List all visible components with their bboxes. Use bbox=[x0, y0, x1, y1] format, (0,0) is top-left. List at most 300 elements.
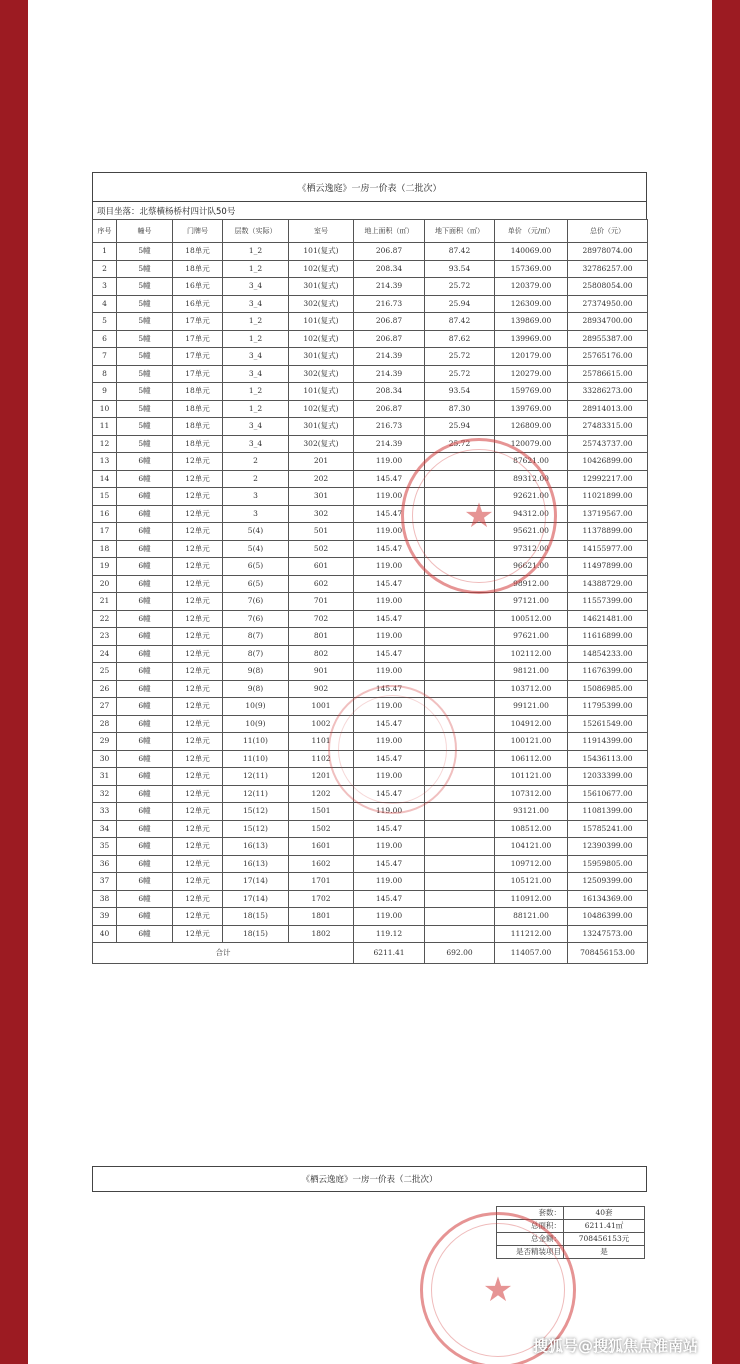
table-row bbox=[93, 873, 648, 891]
table-cell: 23 bbox=[93, 628, 117, 646]
table-cell: 3 bbox=[93, 278, 117, 296]
table-cell: 17 bbox=[93, 523, 117, 541]
summary-key: 总面积： bbox=[497, 1220, 564, 1233]
table-cell: 119.00 bbox=[354, 488, 425, 506]
table-cell: 120379.00 bbox=[495, 278, 568, 296]
table-cell: 119.00 bbox=[354, 663, 425, 681]
table-cell: 126809.00 bbox=[495, 418, 568, 436]
table-cell: 15261549.00 bbox=[568, 715, 648, 733]
table-cell: 13247573.00 bbox=[568, 925, 648, 943]
table-cell: 25 bbox=[93, 663, 117, 681]
table-cell: 18 bbox=[93, 540, 117, 558]
table-cell: 36 bbox=[93, 855, 117, 873]
table-row bbox=[93, 330, 648, 348]
table-cell: 95621.00 bbox=[495, 523, 568, 541]
table-cell: 12单元 bbox=[173, 540, 223, 558]
table-cell: 6幢 bbox=[117, 593, 173, 611]
table-cell: 33 bbox=[93, 803, 117, 821]
table-cell: 6幢 bbox=[117, 610, 173, 628]
table-cell: 119.00 bbox=[354, 838, 425, 856]
table-cell: 1701 bbox=[289, 873, 354, 891]
table-row bbox=[93, 260, 648, 278]
price-list-sheet bbox=[92, 172, 647, 964]
table-cell: 214.39 bbox=[354, 278, 425, 296]
table-row bbox=[93, 348, 648, 366]
table-cell: 214.39 bbox=[354, 435, 425, 453]
table-cell: 159769.00 bbox=[495, 383, 568, 401]
table-cell: 25.72 bbox=[425, 435, 495, 453]
table-cell: 1201 bbox=[289, 768, 354, 786]
table-cell: 99121.00 bbox=[495, 698, 568, 716]
table-cell: 12单元 bbox=[173, 855, 223, 873]
table-cell: 87.42 bbox=[425, 243, 495, 261]
table-cell: 101(复式) bbox=[289, 243, 354, 261]
table-cell: 10 bbox=[93, 400, 117, 418]
table-cell: 103712.00 bbox=[495, 680, 568, 698]
table-cell: 6幢 bbox=[117, 698, 173, 716]
table-cell: 3_4 bbox=[223, 435, 289, 453]
table-cell: 11616899.00 bbox=[568, 628, 648, 646]
table-cell: 12单元 bbox=[173, 890, 223, 908]
table-cell: 15(12) bbox=[223, 820, 289, 838]
table-cell: 6幢 bbox=[117, 488, 173, 506]
table-cell: 93.54 bbox=[425, 260, 495, 278]
table-cell: 119.00 bbox=[354, 593, 425, 611]
table-cell: 208.34 bbox=[354, 383, 425, 401]
table-row bbox=[93, 505, 648, 523]
table-cell: 12单元 bbox=[173, 680, 223, 698]
table-row bbox=[93, 820, 648, 838]
company-seal-middle bbox=[328, 685, 457, 814]
table-cell: 105121.00 bbox=[495, 873, 568, 891]
table-cell: 18单元 bbox=[173, 435, 223, 453]
table-cell: 1801 bbox=[289, 908, 354, 926]
table-cell: 17单元 bbox=[173, 348, 223, 366]
table-cell: 6幢 bbox=[117, 540, 173, 558]
table-cell: 16134369.00 bbox=[568, 890, 648, 908]
table-cell: 206.87 bbox=[354, 330, 425, 348]
source-watermark: 搜狐号@搜狐焦点淮南站 bbox=[532, 1337, 698, 1355]
table-cell: 27374950.00 bbox=[568, 295, 648, 313]
table-row bbox=[93, 908, 648, 926]
table-cell: 17(14) bbox=[223, 890, 289, 908]
table-cell: 1202 bbox=[289, 785, 354, 803]
table-cell: 97121.00 bbox=[495, 593, 568, 611]
table-cell: 17(14) bbox=[223, 873, 289, 891]
table-row bbox=[93, 313, 648, 331]
column-header: 幢号 bbox=[117, 220, 173, 243]
table-cell: 119.00 bbox=[354, 803, 425, 821]
table-cell: 9(8) bbox=[223, 663, 289, 681]
table-cell bbox=[425, 610, 495, 628]
table-cell: 1502 bbox=[289, 820, 354, 838]
table-cell: 802 bbox=[289, 645, 354, 663]
table-cell: 17单元 bbox=[173, 365, 223, 383]
table-cell: 102112.00 bbox=[495, 645, 568, 663]
table-cell: 6幢 bbox=[117, 680, 173, 698]
table-cell: 157369.00 bbox=[495, 260, 568, 278]
table-cell: 2 bbox=[223, 453, 289, 471]
table-cell: 12单元 bbox=[173, 785, 223, 803]
table-cell: 14388729.00 bbox=[568, 575, 648, 593]
table-row bbox=[93, 523, 648, 541]
table-cell: 12单元 bbox=[173, 470, 223, 488]
table-cell bbox=[425, 890, 495, 908]
table-cell bbox=[425, 645, 495, 663]
table-cell bbox=[425, 925, 495, 943]
table-cell: 6幢 bbox=[117, 558, 173, 576]
table-cell: 28 bbox=[93, 715, 117, 733]
table-cell: 97312.00 bbox=[495, 540, 568, 558]
column-header: 层数（实际） bbox=[223, 220, 289, 243]
table-row bbox=[93, 400, 648, 418]
table-cell: 3 bbox=[223, 505, 289, 523]
table-cell: 5幢 bbox=[117, 383, 173, 401]
table-cell: 119.00 bbox=[354, 628, 425, 646]
table-cell: 6幢 bbox=[117, 785, 173, 803]
table-cell: 18(15) bbox=[223, 925, 289, 943]
table-cell: 301 bbox=[289, 488, 354, 506]
table-cell: 6幢 bbox=[117, 628, 173, 646]
column-header: 门牌号 bbox=[173, 220, 223, 243]
table-row bbox=[93, 435, 648, 453]
table-cell: 15610677.00 bbox=[568, 785, 648, 803]
table-cell: 22 bbox=[93, 610, 117, 628]
table-cell: 214.39 bbox=[354, 348, 425, 366]
table-cell: 28978074.00 bbox=[568, 243, 648, 261]
table-cell bbox=[425, 908, 495, 926]
table-cell: 10(9) bbox=[223, 698, 289, 716]
table-cell: 27 bbox=[93, 698, 117, 716]
table-cell: 25.94 bbox=[425, 295, 495, 313]
table-cell: 18(15) bbox=[223, 908, 289, 926]
table-cell: 6幢 bbox=[117, 470, 173, 488]
table-cell: 14854233.00 bbox=[568, 645, 648, 663]
table-row bbox=[93, 540, 648, 558]
table-row bbox=[93, 243, 648, 261]
table-cell: 87.62 bbox=[425, 330, 495, 348]
table-cell: 25808054.00 bbox=[568, 278, 648, 296]
table-cell: 5幢 bbox=[117, 348, 173, 366]
table-cell: 6幢 bbox=[117, 505, 173, 523]
table-cell: 702 bbox=[289, 610, 354, 628]
table-cell: 98912.00 bbox=[495, 575, 568, 593]
table-cell: 93121.00 bbox=[495, 803, 568, 821]
table-row bbox=[93, 890, 648, 908]
table-cell: 97621.00 bbox=[495, 628, 568, 646]
table-cell: 12(11) bbox=[223, 768, 289, 786]
table-cell: 12单元 bbox=[173, 873, 223, 891]
table-cell: 119.00 bbox=[354, 908, 425, 926]
table-row bbox=[93, 453, 648, 471]
table-row bbox=[93, 365, 648, 383]
total-below-area: 692.00 bbox=[425, 943, 495, 964]
table-cell bbox=[425, 663, 495, 681]
table-cell: 12992217.00 bbox=[568, 470, 648, 488]
table-cell: 145.47 bbox=[354, 540, 425, 558]
table-cell: 6幢 bbox=[117, 803, 173, 821]
column-header: 地下面积（㎡） bbox=[425, 220, 495, 243]
total-label: 合计 bbox=[93, 943, 354, 964]
seal-star-icon: ★ bbox=[482, 1270, 514, 1310]
table-cell: 119.00 bbox=[354, 733, 425, 751]
table-cell: 5幢 bbox=[117, 365, 173, 383]
table-cell: 12单元 bbox=[173, 803, 223, 821]
table-cell: 139969.00 bbox=[495, 330, 568, 348]
table-cell: 11497899.00 bbox=[568, 558, 648, 576]
table-cell: 206.87 bbox=[354, 243, 425, 261]
table-cell: 18单元 bbox=[173, 400, 223, 418]
table-cell: 6幢 bbox=[117, 820, 173, 838]
table-cell: 25.72 bbox=[425, 365, 495, 383]
table-cell: 214.39 bbox=[354, 365, 425, 383]
table-cell bbox=[425, 855, 495, 873]
table-cell: 216.73 bbox=[354, 295, 425, 313]
table-cell: 139869.00 bbox=[495, 313, 568, 331]
table-cell: 24 bbox=[93, 645, 117, 663]
table-cell: 12单元 bbox=[173, 610, 223, 628]
table-cell: 5幢 bbox=[117, 243, 173, 261]
table-cell: 1602 bbox=[289, 855, 354, 873]
table-cell: 8(7) bbox=[223, 628, 289, 646]
table-cell: 12033399.00 bbox=[568, 768, 648, 786]
table-cell: 18单元 bbox=[173, 260, 223, 278]
table-cell: 10486399.00 bbox=[568, 908, 648, 926]
table-cell: 11 bbox=[93, 418, 117, 436]
table-cell: 12单元 bbox=[173, 733, 223, 751]
table-cell: 14621481.00 bbox=[568, 610, 648, 628]
table-cell: 145.47 bbox=[354, 680, 425, 698]
table-cell: 302(复式) bbox=[289, 365, 354, 383]
company-seal-top bbox=[401, 438, 557, 594]
table-cell: 15436113.00 bbox=[568, 750, 648, 768]
table-cell: 16(13) bbox=[223, 855, 289, 873]
table-cell: 301(复式) bbox=[289, 278, 354, 296]
table-cell: 107312.00 bbox=[495, 785, 568, 803]
table-cell: 208.34 bbox=[354, 260, 425, 278]
table-cell: 111212.00 bbox=[495, 925, 568, 943]
table-cell: 26 bbox=[93, 680, 117, 698]
table-cell: 145.47 bbox=[354, 820, 425, 838]
table-cell: 35 bbox=[93, 838, 117, 856]
table-cell: 12(11) bbox=[223, 785, 289, 803]
table-cell: 39 bbox=[93, 908, 117, 926]
table-row bbox=[93, 488, 648, 506]
table-cell: 12单元 bbox=[173, 628, 223, 646]
summary-value: 708456153元 bbox=[564, 1233, 645, 1246]
table-cell: 6幢 bbox=[117, 908, 173, 926]
table-cell: 126309.00 bbox=[495, 295, 568, 313]
table-cell: 145.47 bbox=[354, 505, 425, 523]
table-cell: 5幢 bbox=[117, 295, 173, 313]
table-cell: 88121.00 bbox=[495, 908, 568, 926]
table-cell: 11795399.00 bbox=[568, 698, 648, 716]
table-cell: 28934700.00 bbox=[568, 313, 648, 331]
table-cell: 11(10) bbox=[223, 750, 289, 768]
table-cell: 6幢 bbox=[117, 663, 173, 681]
table-cell: 1702 bbox=[289, 890, 354, 908]
table-cell: 302(复式) bbox=[289, 295, 354, 313]
table-cell: 12单元 bbox=[173, 505, 223, 523]
table-cell bbox=[425, 838, 495, 856]
table-cell: 87.42 bbox=[425, 313, 495, 331]
table-cell: 145.47 bbox=[354, 470, 425, 488]
table-cell: 5幢 bbox=[117, 330, 173, 348]
table-cell: 145.47 bbox=[354, 575, 425, 593]
table-cell: 12单元 bbox=[173, 698, 223, 716]
table-cell: 7(6) bbox=[223, 610, 289, 628]
table-cell: 25.72 bbox=[425, 348, 495, 366]
table-cell: 5 bbox=[93, 313, 117, 331]
table-cell: 119.12 bbox=[354, 925, 425, 943]
table-cell: 6(5) bbox=[223, 558, 289, 576]
table-row bbox=[93, 645, 648, 663]
table-cell: 145.47 bbox=[354, 890, 425, 908]
table-cell: 12单元 bbox=[173, 925, 223, 943]
table-cell: 201 bbox=[289, 453, 354, 471]
summary-key: 是否精装项目 bbox=[497, 1246, 564, 1259]
table-cell: 145.47 bbox=[354, 645, 425, 663]
table-cell: 17单元 bbox=[173, 313, 223, 331]
table-cell: 7(6) bbox=[223, 593, 289, 611]
table-cell: 5(4) bbox=[223, 523, 289, 541]
table-cell: 120279.00 bbox=[495, 365, 568, 383]
table-cell: 12单元 bbox=[173, 593, 223, 611]
table-cell: 1101 bbox=[289, 733, 354, 751]
table-cell: 20 bbox=[93, 575, 117, 593]
table-cell: 1501 bbox=[289, 803, 354, 821]
table-cell: 202 bbox=[289, 470, 354, 488]
table-cell: 15785241.00 bbox=[568, 820, 648, 838]
table-cell bbox=[425, 628, 495, 646]
table-cell: 13 bbox=[93, 453, 117, 471]
table-cell: 12509399.00 bbox=[568, 873, 648, 891]
table-cell: 6 bbox=[93, 330, 117, 348]
table-cell: 32 bbox=[93, 785, 117, 803]
table-cell: 145.47 bbox=[354, 750, 425, 768]
table-cell: 11557399.00 bbox=[568, 593, 648, 611]
summary-value: 6211.41㎡ bbox=[564, 1220, 645, 1233]
column-header: 单价 （元/㎡） bbox=[495, 220, 568, 243]
table-cell: 96621.00 bbox=[495, 558, 568, 576]
summary-value: 40套 bbox=[564, 1207, 645, 1220]
table-row bbox=[93, 610, 648, 628]
table-cell: 15(12) bbox=[223, 803, 289, 821]
price-table bbox=[92, 219, 648, 964]
table-cell: 9 bbox=[93, 383, 117, 401]
table-cell: 5幢 bbox=[117, 278, 173, 296]
table-row bbox=[93, 278, 648, 296]
table-cell: 18单元 bbox=[173, 243, 223, 261]
table-cell: 1_2 bbox=[223, 243, 289, 261]
table-cell: 801 bbox=[289, 628, 354, 646]
table-cell: 1002 bbox=[289, 715, 354, 733]
table-cell: 902 bbox=[289, 680, 354, 698]
table-cell: 15959805.00 bbox=[568, 855, 648, 873]
table-cell: 12 bbox=[93, 435, 117, 453]
table-cell: 302 bbox=[289, 505, 354, 523]
table-cell: 100121.00 bbox=[495, 733, 568, 751]
table-cell bbox=[425, 593, 495, 611]
table-cell: 1802 bbox=[289, 925, 354, 943]
table-cell: 106112.00 bbox=[495, 750, 568, 768]
table-cell: 9(8) bbox=[223, 680, 289, 698]
table-cell: 119.00 bbox=[354, 558, 425, 576]
table-cell: 1_2 bbox=[223, 313, 289, 331]
table-cell: 14 bbox=[93, 470, 117, 488]
table-cell: 11914399.00 bbox=[568, 733, 648, 751]
table-cell: 25765176.00 bbox=[568, 348, 648, 366]
table-cell: 33286273.00 bbox=[568, 383, 648, 401]
table-row bbox=[93, 855, 648, 873]
table-row bbox=[93, 558, 648, 576]
table-cell: 30 bbox=[93, 750, 117, 768]
summary-key: 套数： bbox=[497, 1207, 564, 1220]
column-header: 室号 bbox=[289, 220, 354, 243]
table-cell: 6幢 bbox=[117, 523, 173, 541]
table-cell: 2 bbox=[93, 260, 117, 278]
table-cell: 119.00 bbox=[354, 768, 425, 786]
table-cell: 901 bbox=[289, 663, 354, 681]
table-cell: 28955387.00 bbox=[568, 330, 648, 348]
table-row bbox=[93, 295, 648, 313]
table-row bbox=[93, 418, 648, 436]
table-cell: 3 bbox=[223, 488, 289, 506]
table-cell: 37 bbox=[93, 873, 117, 891]
total-row bbox=[93, 943, 648, 964]
table-cell: 3_4 bbox=[223, 365, 289, 383]
table-cell: 12单元 bbox=[173, 663, 223, 681]
table-cell: 7 bbox=[93, 348, 117, 366]
table-cell: 301(复式) bbox=[289, 348, 354, 366]
table-cell: 145.47 bbox=[354, 785, 425, 803]
table-cell: 12单元 bbox=[173, 838, 223, 856]
table-cell: 109712.00 bbox=[495, 855, 568, 873]
table-cell: 119.00 bbox=[354, 698, 425, 716]
table-cell: 1 bbox=[93, 243, 117, 261]
total-sum: 708456153.00 bbox=[568, 943, 648, 964]
summary-key: 总金额： bbox=[497, 1233, 564, 1246]
table-cell: 119.00 bbox=[354, 523, 425, 541]
table-cell: 25786615.00 bbox=[568, 365, 648, 383]
table-cell: 16(13) bbox=[223, 838, 289, 856]
table-cell: 6幢 bbox=[117, 750, 173, 768]
table-cell: 92621.00 bbox=[495, 488, 568, 506]
table-cell: 6幢 bbox=[117, 855, 173, 873]
table-cell: 1102 bbox=[289, 750, 354, 768]
table-cell: 27483315.00 bbox=[568, 418, 648, 436]
table-cell: 1_2 bbox=[223, 400, 289, 418]
table-cell: 11676399.00 bbox=[568, 663, 648, 681]
table-row bbox=[93, 383, 648, 401]
table-cell: 101(复式) bbox=[289, 313, 354, 331]
table-cell: 13719567.00 bbox=[568, 505, 648, 523]
table-cell: 38 bbox=[93, 890, 117, 908]
table-cell: 25.94 bbox=[425, 418, 495, 436]
table-cell: 4 bbox=[93, 295, 117, 313]
table-cell: 6幢 bbox=[117, 838, 173, 856]
table-header-row bbox=[93, 220, 648, 243]
table-cell: 1_2 bbox=[223, 383, 289, 401]
table-cell: 10426899.00 bbox=[568, 453, 648, 471]
table-cell: 3_4 bbox=[223, 295, 289, 313]
table-cell: 145.47 bbox=[354, 855, 425, 873]
seal-star-icon: ★ bbox=[463, 496, 495, 536]
table-cell: 15086985.00 bbox=[568, 680, 648, 698]
table-cell: 6幢 bbox=[117, 768, 173, 786]
table-row bbox=[93, 663, 648, 681]
table-cell: 102(复式) bbox=[289, 260, 354, 278]
